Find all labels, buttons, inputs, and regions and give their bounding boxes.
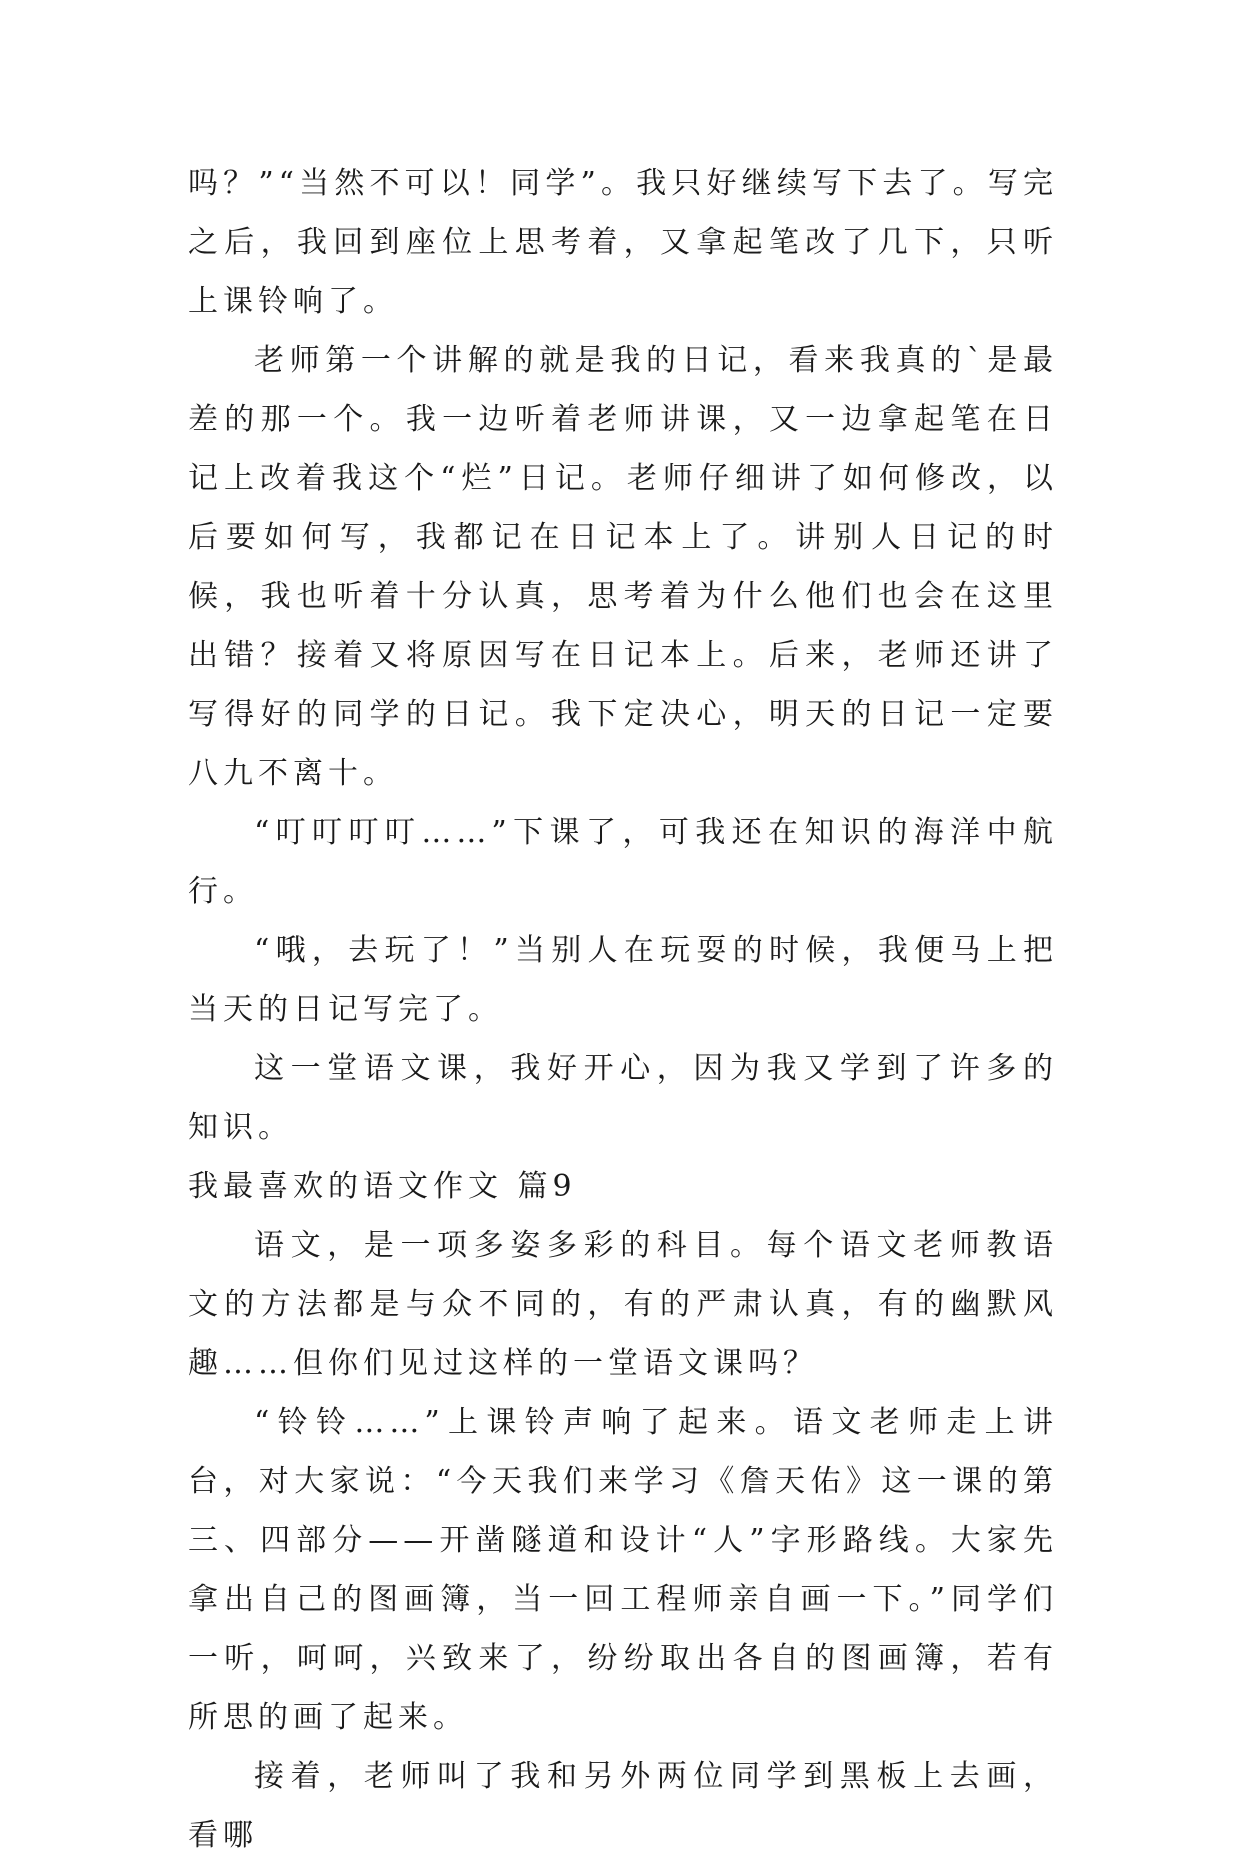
paragraph: 老师第一个讲解的就是我的日记，看来我真的`是最差的那一个。我一边听着老师讲课，又一边拿起笔在日记上改着我这个“烂”日记。老师仔细讲了如何修改，以后要如何写，我都记在日记本上了。讲别人日记的时候，我也听着十分认真，思考着为什么他们也会在这里出错？接着又将原因写在日记本上。后来，老师还讲了写得好的同学的日记。我下定决心，明天的日记一定要八九不离十。 <box>188 343 1058 791</box>
section-heading: 我最喜欢的语文作文 篇9 <box>188 1169 577 1204</box>
paragraph: “哦，去玩了！”当别人在玩耍的时候，我便马上把当天的日记写完了。 <box>188 933 1058 1027</box>
paragraph: 语文，是一项多姿多彩的科目。每个语文老师教语文的方法都是与众不同的，有的严肃认真，有的幽默风趣……但你们见过这样的一堂语文课吗？ <box>188 1228 1058 1381</box>
paragraph: 这一堂语文课，我好开心，因为我又学到了许多的知识。 <box>188 1051 1058 1145</box>
paragraph-continuation: 吗？”“当然不可以！同学”。我只好继续写下去了。写完之后，我回到座位上思考着，又拿起笔改了几下，只听上课铃响了。 <box>188 166 1058 319</box>
paragraph: 接着，老师叫了我和另外两位同学到黑板上去画，看哪 <box>188 1759 1058 1853</box>
document-body <box>188 154 1058 1865</box>
paragraph: “叮叮叮叮……”下课了，可我还在知识的海洋中航行。 <box>188 815 1058 909</box>
paragraph: “铃铃……”上课铃声响了起来。语文老师走上讲台，对大家说：“今天我们来学习《詹天佑》这一课的第三、四部分——开凿隧道和设计“人”字形路线。大家先拿出自己的图画簿，当一回工程师亲自画一下。”同学们一听，呵呵，兴致来了，纷纷取出各自的图画簿，若有所思的画了起来。 <box>188 1405 1058 1735</box>
